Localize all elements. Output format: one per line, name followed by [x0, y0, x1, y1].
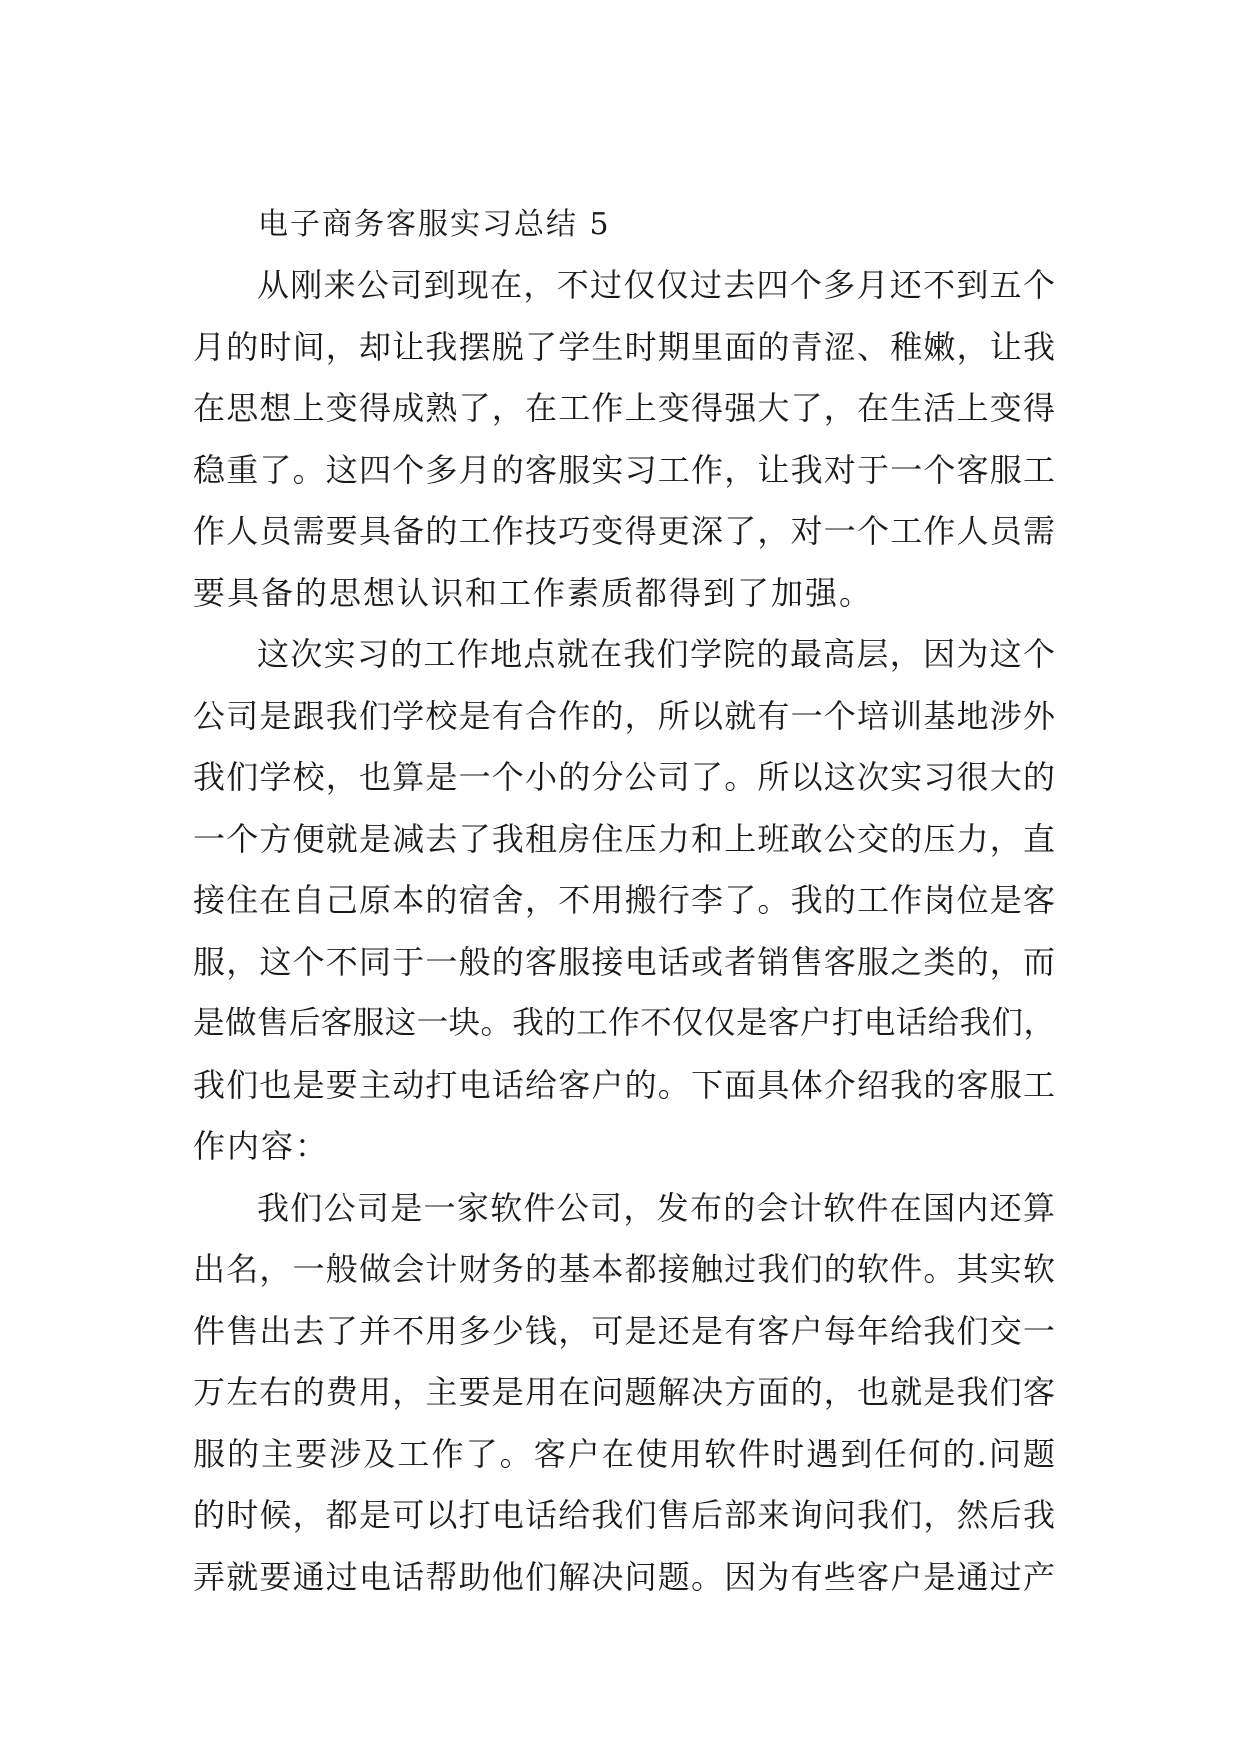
- paragraph-line: 从刚来公司到现在，不过仅仅过去四个多月还不到五个: [257, 266, 1055, 304]
- paragraph-line: 要具备的思想认识和工作素质都得到了加强。: [193, 573, 874, 612]
- paragraph-line: 一个方便就是减去了我租房住压力和上班敢公交的压力，直: [193, 819, 1055, 858]
- paragraph-line: 服的主要涉及工作了。客户在使用软件时遇到任何的.问题: [193, 1434, 1055, 1473]
- paragraph-2: [193, 624, 1055, 1178]
- paragraph-line: 稳重了。这四个多月的客服实习工作，让我对于一个客服工: [193, 450, 1055, 489]
- paragraph-line: 的时候，都是可以打电话给我们售后部来询问我们，然后我: [193, 1496, 1055, 1534]
- document-body: [193, 195, 1055, 1608]
- paragraph-line: 月的时间，却让我摆脱了学生时期里面的青涩、稚嫩，让我: [193, 327, 1055, 366]
- paragraph-line: 是做售后客服这一块。我的工作不仅仅是客户打电话给我们，: [193, 1005, 1055, 1041]
- paragraph-line: 服，这个不同于一般的客服接电话或者销售客服之类的，而: [193, 942, 1055, 981]
- paragraph-line: 接住在自己原本的宿舍，不用搬行李了。我的工作岗位是客: [193, 881, 1055, 919]
- paragraph-1: [193, 255, 1055, 624]
- paragraph-3: [193, 1178, 1055, 1609]
- paragraph-line: 出名，一般做会计财务的基本都接触过我们的软件。其实软: [193, 1250, 1055, 1288]
- paragraph-line: 弄就要通过电话帮助他们解决问题。因为有些客户是通过产: [193, 1557, 1055, 1596]
- paragraph-line: 作人员需要具备的工作技巧变得更深了，对一个工作人员需: [193, 512, 1055, 550]
- paragraph-line: 在思想上变得成熟了，在工作上变得强大了，在生活上变得: [193, 389, 1055, 427]
- document-title: 电子商务客服实习总结 5: [258, 207, 611, 242]
- paragraph-line: 万左右的费用，主要是用在问题解决方面的，也就是我们客: [193, 1373, 1055, 1411]
- paragraph-line: 我们学校，也算是一个小的分公司了。所以这次实习很大的: [193, 758, 1055, 796]
- paragraph-line: 作内容：: [193, 1127, 330, 1165]
- paragraph-line: 我们也是要主动打电话给客户的。下面具体介绍我的客服工: [193, 1065, 1055, 1104]
- paragraph-line: 件售出去了并不用多少钱，可是还是有客户每年给我们交一: [193, 1311, 1055, 1350]
- paragraph-line: 公司是跟我们学校是有合作的，所以就有一个培训基地涉外: [193, 696, 1055, 735]
- paragraph-line: 这次实习的工作地点就在我们学院的最高层，因为这个: [257, 635, 1055, 673]
- paragraph-line: 我们公司是一家软件公司，发布的会计软件在国内还算: [257, 1188, 1055, 1227]
